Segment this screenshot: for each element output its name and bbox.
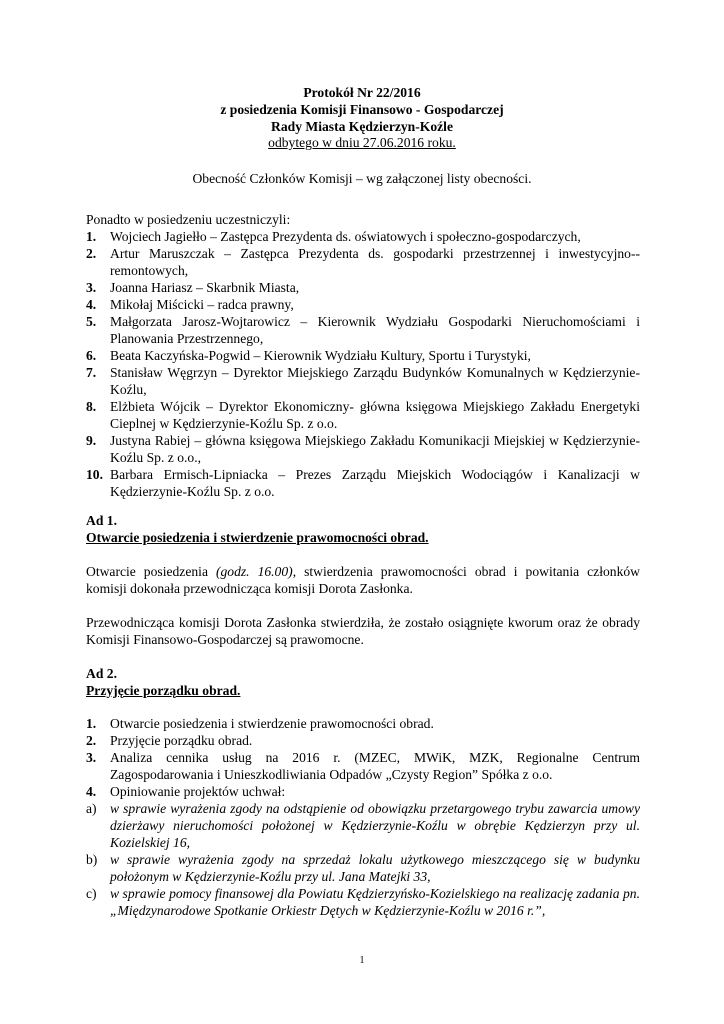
participant-text: Wojciech Jagiełło – Zastępca Prezydenta ds. oświatowych i społeczno-gospodarczych, [110,229,581,244]
participants-list [86,228,640,500]
participant-number: 10. [86,467,103,482]
participant-number: 2. [86,246,97,261]
participant-number: 4. [86,297,97,312]
participant-number: 7. [86,365,97,380]
participant-item [86,245,640,279]
participants-intro: Ponadto w posiedzeniu uczestniczyli: [86,212,291,227]
participant-number: 6. [86,348,97,363]
agenda-list [86,715,640,919]
ad2-heading: Ad 2. [86,666,117,681]
participant-item [86,398,640,432]
participant-item [86,279,640,296]
participant-text: Artur Maruszczak – Zastępca Prezydenta ds. gospodarki przestrzennej i inwestycyjno--remontowych, [110,246,640,278]
subitem-text: w sprawie wyrażenia zgody na sprzedaż lokalu użytkowego mieszczącego się w budynku położonym w Kędzierzynie-Koźlu przy ul. Jana Matejki 33, [110,852,640,884]
page-number: 1 [359,955,365,966]
participant-text: Justyna Rabiej – główna księgowa Miejskiego Zakładu Komunikacji Miejskiej w Kędzierzynie-Koźlu Sp. z o.o., [110,433,640,465]
participant-text: Małgorzata Jarosz-Wojtarowicz – Kierownik Wydziału Gospodarki Nieruchomościami i Planowania Przestrzennego, [110,314,640,346]
ad1-heading: Ad 1. [86,513,117,528]
ad1-para1-before: Otwarcie posiedzenia [86,564,216,579]
subitem-letter: c) [86,886,97,901]
participant-number: 5. [86,314,97,329]
protocol-committee: z posiedzenia Komisji Finansowo - Gospodarczej [220,101,504,117]
participant-text: Mikołaj Miścicki – radca prawny, [110,297,294,312]
participant-text: Joanna Hariasz – Skarbnik Miasta, [110,280,300,295]
agenda-item [86,732,640,749]
agenda-text: Opiniowanie projektów uchwał: [110,784,286,799]
participant-item [86,432,640,466]
participant-number: 3. [86,280,97,295]
ad1-subheading: Otwarcie posiedzenia i stwierdzenie prawomocności obrad. [86,530,429,545]
protocol-council: Rady Miasta Kędzierzyn-Koźle [271,118,453,134]
subitem-text: w sprawie pomocy finansowej dla Powiatu Kędzierzyńsko-Kozielskiego na realizację zadania pn. „Międzynarodowe Spotkanie Orkiestr Dętych w Kędzierzynie-Koźlu w 2016 r.”, [110,886,640,918]
ad2-subheading: Przyjęcie porządku obrad. [86,683,241,698]
agenda-item [86,783,640,800]
participant-number: 9. [86,433,97,448]
participant-item [86,313,640,347]
participant-number: 8. [86,399,97,414]
agenda-item [86,749,640,783]
participant-number: 1. [86,229,97,244]
agenda-text: Przyjęcie porządku obrad. [110,733,253,748]
participant-text: Stanisław Węgrzyn – Dyrektor Miejskiego Zarządu Budynków Komunalnych w Kędzierzynie-Koźlu, [110,365,640,397]
participant-text: Elżbieta Wójcik – Dyrektor Ekonomiczny- główna księgowa Miejskiego Zakładu Energetyki Cieplnej w Kędzierzynie-Koźlu Sp. z o.o. [110,399,640,431]
protocol-date: odbytego w dniu 27.06.2016 roku. [268,135,456,151]
agenda-subitem [86,851,640,885]
protocol-title: Protokół Nr 22/2016 [303,85,421,100]
participant-item [86,228,640,245]
agenda-number: 3. [86,750,97,765]
participant-item [86,466,640,500]
ad2-section [86,665,640,699]
agenda-subitem [86,800,640,851]
attendance-note: Obecność Członków Komisji – wg załączonej listy obecności. [192,171,532,186]
ad1-paragraph-1 [86,563,640,597]
participant-text: Beata Kaczyńska-Pogwid – Kierownik Wydziału Kultury, Sportu i Turystyki, [110,348,531,363]
subitem-letter: b) [86,852,98,867]
ad1-para1-after: , stwierdzenia prawomocności obrad i powitania członków komisji dokonała przewodnicząca komisji Dorota Zasłonka. [86,564,640,596]
protocol-header [0,85,724,152]
ad1-section [86,512,640,546]
agenda-item [86,715,640,732]
agenda-subitem [86,885,640,919]
meeting-time: (godz. 16.00) [215,564,293,579]
participant-item [86,347,640,364]
agenda-number: 2. [86,733,97,748]
agenda-number: 4. [86,784,97,799]
subitem-text: w sprawie wyrażenia zgody na odstąpienie od obowiązku przetargowego trybu zawarcia umowy dzierżawy nieruchomości położonej w Kędzierzynie-Koźlu w obrębie Kędzierzyn przy ul. Kozielskiej 16, [110,801,640,850]
agenda-number: 1. [86,716,97,731]
agenda-text: Otwarcie posiedzenia i stwierdzenie prawomocności obrad. [110,716,434,731]
subitem-letter: a) [86,801,97,816]
participant-item [86,296,640,313]
ad1-paragraph-2: Przewodnicząca komisji Dorota Zasłonka stwierdziła, że zostało osiągnięte kworum oraz że obrady Komisji Finansowo-Gospodarczej są prawomocne. [86,615,640,647]
participant-item [86,364,640,398]
participant-text: Barbara Ermisch-Lipniacka – Prezes Zarządu Miejskich Wodociągów i Kanalizacji w Kędzierzynie-Koźlu Sp. z o.o. [110,467,640,499]
agenda-text: Analiza cennika usług na 2016 r. (MZEC, MWiK, MZK, Regionalne Centrum Zagospodarowania i Unieszkodliwiania Odpadów „Czysty Region” Spółka z o.o. [110,750,640,782]
